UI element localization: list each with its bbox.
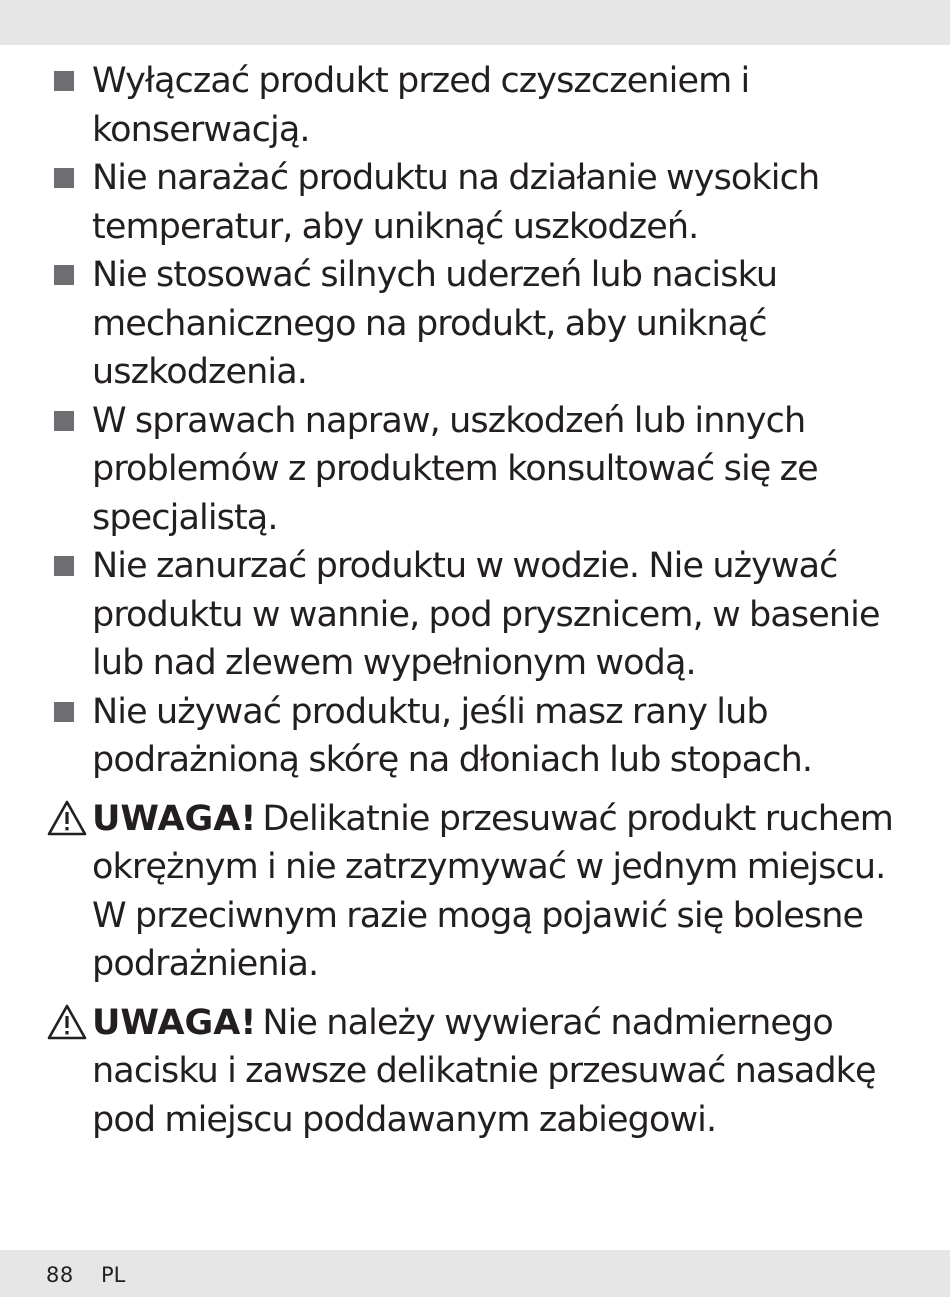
square-bullet-icon	[54, 702, 74, 722]
warning-text-line: nacisku i zawsze delikatnie przesuwać nasadkę	[92, 1051, 876, 1091]
bullet-item	[49, 251, 929, 397]
bullet-text-line: uszkodzenia.	[92, 352, 308, 392]
bullet-text-line: Wyłączać produkt przed czyszczeniem i	[92, 61, 750, 101]
bullet-item	[49, 688, 929, 785]
bullet-text-line: W sprawach napraw, uszkodzeń lub innych	[92, 400, 806, 441]
bullet-text-line: temperatur, aby uniknąć uszkodzeń.	[92, 206, 699, 247]
square-bullet-icon	[54, 168, 74, 188]
square-bullet-icon	[54, 411, 74, 431]
bullet-text-line: Nie stosować silnych uderzeń lub nacisku	[92, 255, 778, 295]
warning-text-line: pod miejscu poddawanym zabiegowi.	[92, 1099, 717, 1140]
bullet-text-line: mechanicznego na produkt, aby uniknąć	[92, 303, 767, 344]
bullet-text-line: Nie narażać produktu na działanie wysokich	[92, 158, 820, 198]
bullet-text-line: Nie używać produktu, jeśli masz rany lub	[92, 691, 768, 732]
bullet-text-line: produktu w wannie, pod prysznicem, w basenie	[92, 594, 880, 635]
footer-band	[0, 1250, 950, 1297]
bullet-text-line: problemów z produktem konsultować się ze	[92, 449, 818, 489]
warning-text-line: W przeciwnym razie mogą pojawić się bolesne	[92, 895, 864, 936]
page-number: 88	[46, 1263, 74, 1287]
warning-triangle-icon	[47, 1004, 87, 1040]
bullet-text-line: lub nad zlewem wypełnionym wodą.	[92, 643, 696, 683]
bullet-item	[49, 397, 929, 543]
warning-triangle-icon	[47, 800, 87, 836]
warning-text: Nie należy wywierać nadmiernego	[262, 1002, 833, 1043]
square-bullet-icon	[54, 556, 74, 576]
warning-text-line: okrężnym i nie zatrzymywać w jednym miejscu.	[92, 847, 886, 887]
warning-text: Delikatnie przesuwać produkt ruchem	[262, 798, 893, 839]
warning-item	[49, 999, 929, 1145]
bullet-text-line: podrażnioną skórę na dłoniach lub stopach.	[92, 740, 813, 780]
warning-label: UWAGA!	[92, 1002, 257, 1043]
language-code: PL	[101, 1263, 126, 1287]
bullet-item	[49, 57, 929, 154]
bullet-item	[49, 154, 929, 251]
bullet-text-line: specjalistą.	[92, 497, 278, 538]
square-bullet-icon	[54, 71, 74, 91]
warning-first-line	[92, 795, 929, 844]
square-bullet-icon	[54, 265, 74, 285]
warning-text-line: podrażnienia.	[92, 944, 319, 984]
safety-instructions	[49, 57, 929, 1144]
warning-label: UWAGA!	[92, 798, 257, 839]
bullet-text-line: konserwacją.	[92, 109, 310, 150]
bullet-text-line: Nie zanurzać produktu w wodzie. Nie używać	[92, 546, 838, 586]
header-band	[0, 0, 950, 45]
bullet-item	[49, 542, 929, 688]
warning-first-line	[92, 999, 929, 1048]
warning-item	[49, 795, 929, 989]
